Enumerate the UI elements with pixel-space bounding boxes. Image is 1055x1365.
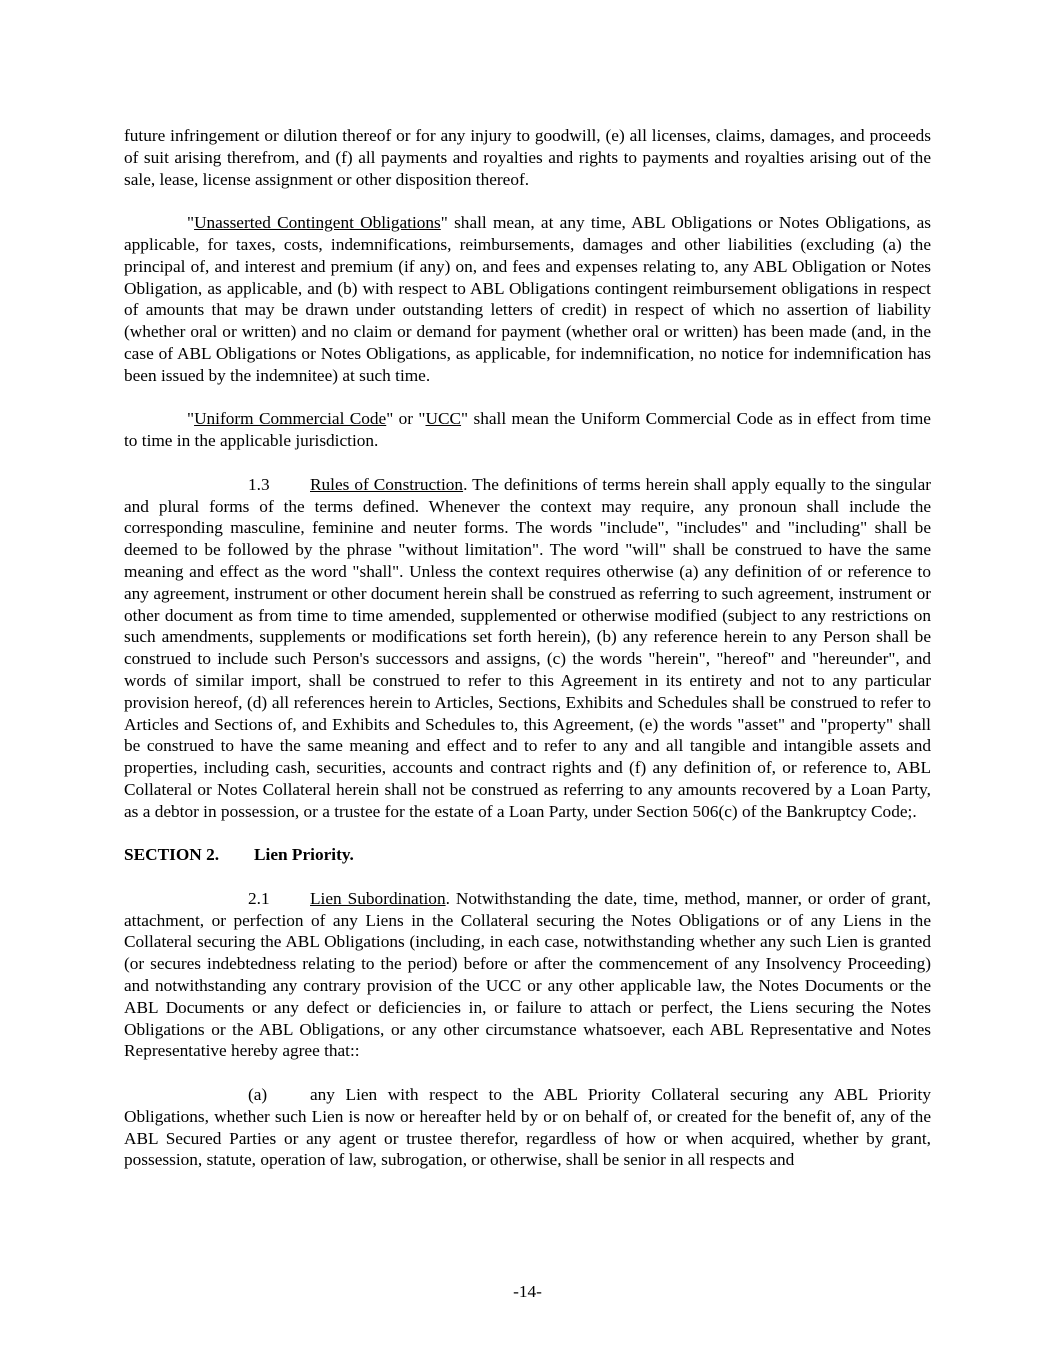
definition-text: " shall mean the Uniform Commercial Code as in effect from time to time in the applicable jurisdiction. [124, 409, 931, 451]
document-page [124, 125, 931, 1193]
section-2-1-lien-subordination [124, 888, 931, 1062]
definition-unasserted-contingent-obligations [124, 212, 931, 386]
definition-uniform-commercial-code [124, 408, 931, 452]
paragraph-text: future infringement or dilution thereof or for any injury to goodwill, (e) all licenses, claims, damages, and proceeds of suit arising therefrom, and (f) all payments and royalties and rights to payments and royalties arising out of the sale, lease, license assignment or other disposition thereof. [124, 126, 931, 189]
section-heading: Rules of Construction [310, 474, 464, 494]
section-number: 1.3 [248, 474, 270, 494]
defined-term: UCC [425, 409, 462, 429]
definition-text: " shall mean, at any time, ABL Obligations or Notes Obligations, as applicable, for taxes, costs, indemnifications, reimbursements, damages and other liabilities (excluding (a) the principal of, and interest and premium (if any) on, and fees and expenses relating to, any ABL Obligation or Notes Obligation, as applicable, and (b) with respect to ABL Obligations contingent reimbursement obligations in respect of amounts that may be drawn under outstanding letters of credit) in respect of which no assertion of liability (whether oral or written) and no claim or demand for payment (whether oral or written) has been made (and, in the case of ABL Obligations or Notes Obligations, as applicable, for indemnification, no notice for indemnification has been issued by the indemnitee) at such time. [124, 213, 931, 385]
open-quote: " [187, 409, 195, 429]
defined-term: Uniform Commercial Code [194, 409, 387, 429]
clause-text: any Lien with respect to the ABL Priority Collateral securing any ABL Priority Obligations, whether such Lien is now or hereafter held by or on behalf of, or created for the benefit of, any of the ABL Secured Parties or any agent or trustee therefor, regardless of how or when acquired, whether by grant, possession, statute, operation of law, subrogation, or otherwise, shall be senior in all respects and [124, 1085, 931, 1170]
clause-a-abl-priority [124, 1084, 931, 1171]
paragraph-ip-definition-continued [124, 125, 931, 190]
section-heading: Lien Subordination [310, 888, 446, 908]
section-text: . The definitions of terms herein shall apply equally to the singular and plural forms of the terms defined. Whenever the context may require, any pronoun shall include the corresponding masculine, feminine and neuter forms. The words "include", "includes" and "including" shall be deemed to be followed by the phrase "without limitation". The word "will" shall be construed to have the same meaning and effect as the word "shall". Unless the context requires otherwise (a) any definition of or reference to any agreement, instrument or other document herein shall be construed as referring to such agreement, instrument or other document as from time to time amended, supplemented or otherwise modified (subject to any restrictions on such amendments, supplements or modifications set forth herein), (b) any reference herein to any Person shall be construed to include such Person's successors and assigns, (c) the words "herein", "hereof" and "hereunder", and words of similar import, shall be construed to refer to this Agreement in its entirety and not to any particular provision hereof, (d) all references herein to Articles, Sections, Exhibits and Schedules shall be construed to refer to Articles and Sections of, and Exhibits and Schedules to, this Agreement, (e) the words "asset" and "property" shall be construed to have the same meaning and effect and to refer to any and all tangible and intangible assets and properties, including cash, securities, accounts and contract rights and (f) any definition of, or reference to, ABL Collateral or Notes Collateral herein shall not be construed as referring to any amounts recovered by a Loan Party, as a debtor in possession, or a trustee for the estate of a Loan Party, under Section 506(c) of the Bankruptcy Code;. [124, 474, 931, 821]
connector-text: " or " [386, 409, 426, 429]
section-2-heading [124, 844, 931, 866]
clause-number: (a) [248, 1085, 268, 1105]
section-number: SECTION 2. [124, 845, 220, 865]
section-title: Lien Priority. [254, 845, 354, 865]
section-1-3-rules-of-construction [124, 474, 931, 823]
section-text: . Notwithstanding the date, time, method, manner, or order of grant, attachment, or perfection of any Liens in the Collateral securing the Notes Obligations or of any Liens in the Collateral securing the ABL Obligations (including, in each case, notwithstanding whether any such Lien is granted (or secures indebtedness relating to the period) before or after the commencement of any Insolvency Proceeding) and notwithstanding any contrary provision of the UCC or any other applicable law, the Notes Documents or the ABL Documents or any defect or deficiencies in, or failure to attach or perfect, the Liens securing the Notes Obligations or the ABL Obligations, or any other circumstance whatsoever, each ABL Representative and Notes Representative hereby agree that:: [124, 888, 931, 1061]
open-quote: " [187, 213, 195, 233]
defined-term: Unasserted Contingent Obligations [194, 213, 441, 233]
page-number: -14- [513, 1282, 542, 1301]
section-number: 2.1 [248, 888, 270, 908]
